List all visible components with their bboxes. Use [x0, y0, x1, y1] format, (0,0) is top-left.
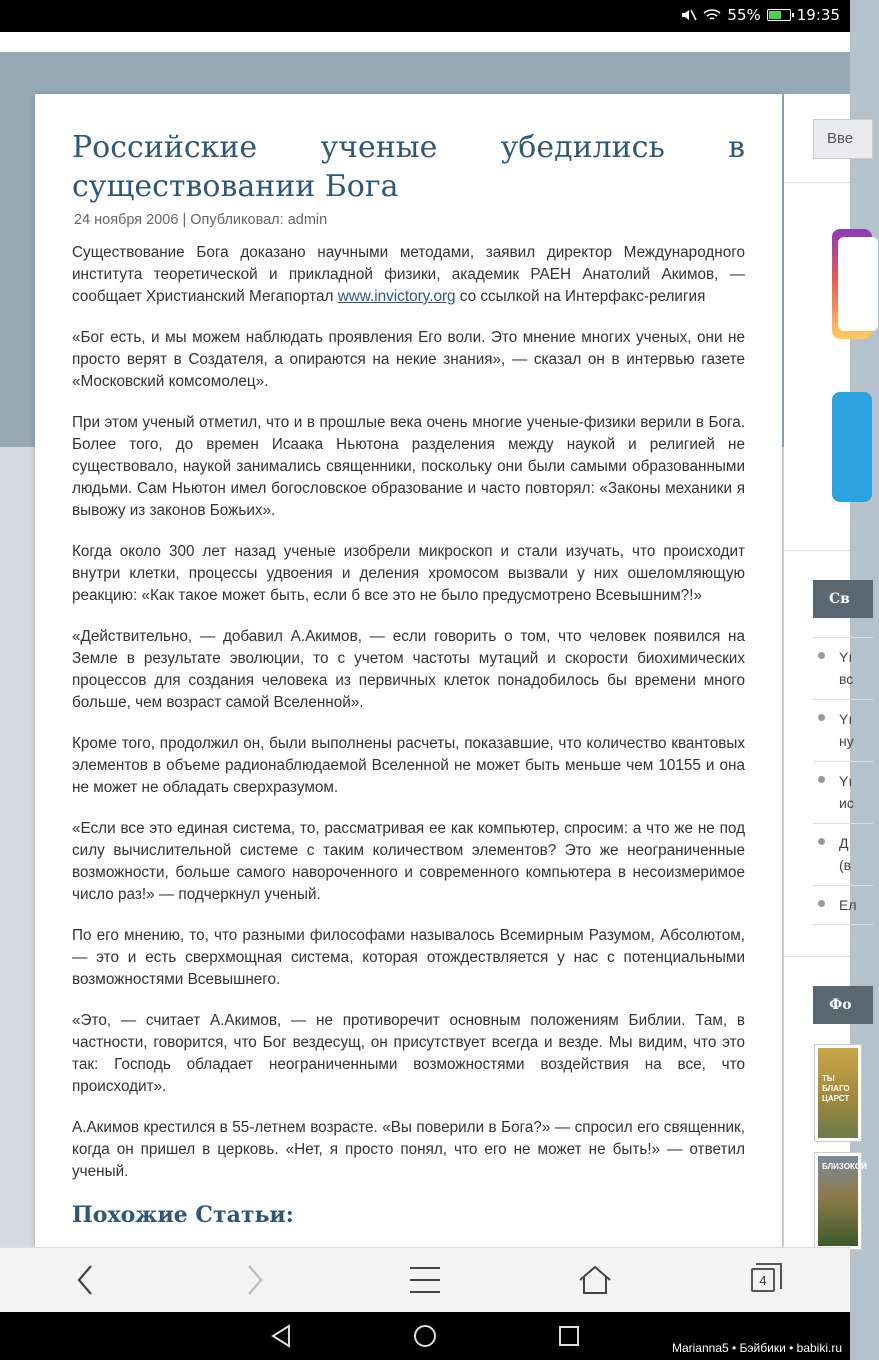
bullet-icon — [818, 652, 825, 659]
item-text: вс — [839, 671, 854, 687]
bullet-icon — [818, 900, 825, 907]
wifi-icon — [703, 8, 721, 22]
status-bar — [0, 0, 850, 32]
article-paragraph: Кроме того, продолжил он, были выполнены расчеты, показавшие, что количество квантовых элементов в объеме радионаблюдаемой Вселенной не может быть меньше чем 10155 и она не может не обладать сверхразумом. — [72, 735, 745, 796]
tabs-button[interactable] — [738, 1258, 788, 1302]
bullet-icon — [818, 776, 825, 783]
article-meta: 24 ноября 2006 | Опубликовал: admin — [74, 212, 328, 228]
article-paragraph: «Это, — считает А.Акимов, — не противоречит основным положениям Библии. Там, в частности, говорится, что Бог вездесущ, он присутствует всегда и везде. Мы видим, что это так: Господь обладает неограниченными возможностями воздействия на все, что происходит». — [72, 1012, 745, 1095]
chevron-left-icon — [75, 1264, 95, 1296]
sidebar-heading-photos: Фо — [813, 986, 873, 1024]
item-text: (в — [839, 857, 852, 873]
search-input[interactable]: Вве — [813, 119, 873, 159]
site-nav-strip — [0, 32, 850, 52]
invictory-link[interactable]: www.invictory.org — [337, 288, 456, 305]
item-text: Yı — [839, 649, 853, 665]
divider — [813, 637, 873, 638]
related-articles-heading: Похожие Статьи: — [72, 1202, 294, 1228]
clock: 19:35 — [796, 6, 840, 24]
article-paragraph: «Действительно, — добавил А.Акимов, — если говорить о том, что человек появился на Земле в результате эволюции, то с учетом частоты мутаций и скорости биохимических процессов для создания человека из первичных клеток понадобилось бы времени много больше, чем возраст самой Вселенной». — [72, 628, 745, 711]
back-button[interactable] — [60, 1258, 110, 1302]
forward-button[interactable] — [230, 1258, 280, 1302]
battery-percent: 55% — [727, 6, 761, 24]
divider — [813, 823, 873, 824]
sidebar — [784, 94, 867, 1247]
article-paragraph: Когда около 300 лет назад ученые изобрели микроскоп и стали изучать, что происходит внутри клетки, процессы удвоения и деления хромосом вызвали у них ошеломляющую реакцию: «Как такое может быть, если б все это не было предусмотрено Всевышним?!» — [72, 543, 745, 604]
divider — [784, 182, 850, 183]
article-paragraph: «Если все это единая система, то, рассматривая ее как компьютер, спросим: а что же не под силу вычислительной системе с таким количеством элементов? Это же неограниченные возможности, больше самого навороченного и современного компьютера в несоизмеримое число раз!» — подчеркнул ученый. — [72, 820, 745, 903]
hamburger-icon — [409, 1265, 441, 1295]
sidebar-heading-recent: Св — [813, 580, 873, 618]
telegram-icon[interactable] — [832, 392, 872, 502]
article-paragraph: При этом ученый отметил, что и в прошлые века очень многие ученые-физики верили в Бога. Более того, до времен Исаака Ньютона разделения между наукой и религией не существовало, наукой занимались священники, поскольку они были самыми образованными людьми. Сам Ньютон имел богословское образование и часто повторял: «Законы механики я вывожу из законов Божьих». — [72, 414, 745, 519]
battery-icon — [767, 9, 791, 21]
chevron-right-icon — [245, 1264, 265, 1296]
item-text: Д — [839, 835, 849, 851]
photo-thumbnail[interactable] — [814, 1044, 862, 1142]
mute-icon — [679, 8, 697, 22]
divider — [813, 699, 873, 700]
item-text: ис — [839, 795, 854, 811]
divider — [813, 885, 873, 886]
sidebar-list-item[interactable] — [813, 894, 873, 916]
watermark: Marianna5 • Бэйбики • babiki.ru — [664, 1338, 850, 1360]
sidebar-list-item[interactable] — [813, 832, 873, 876]
home-button[interactable] — [570, 1258, 620, 1302]
article-card — [35, 94, 782, 1247]
divider — [784, 956, 850, 957]
tabs-count: 4 — [751, 1268, 775, 1292]
circle-home-icon — [413, 1324, 437, 1348]
photo-caption: БЛИЗОКОЙ — [822, 1162, 867, 1171]
sidebar-list-item[interactable] — [813, 770, 873, 814]
bullet-icon — [818, 714, 825, 721]
article-paragraph: «Бог есть, и мы можем наблюдать проявления Его воли. Это мнение многих ученых, они не просто верят в Создателя, а опираются на некие знания», — сказал он в интервью газете «Московский комсомолец». — [72, 329, 745, 390]
photo-caption: ТЫ БЛАГО ЦАРСТ — [822, 1074, 850, 1103]
item-text: Yı — [839, 773, 853, 789]
photo-thumbnail[interactable] — [814, 1152, 867, 1250]
article-title: Российские ученые убедились в существовании Бога — [72, 130, 745, 204]
menu-button[interactable] — [400, 1258, 450, 1302]
home-icon — [578, 1265, 612, 1295]
instagram-icon[interactable] — [832, 229, 872, 339]
triangle-back-icon — [270, 1324, 292, 1348]
article-paragraph: А.Акимов крестился в 55-летнем возрасте. «Вы поверили в Бога?» — спросил его священник, когда он пришел в церковь. «Нет, я просто понял, что его не может не быть!» — ответил ученый. — [72, 1119, 745, 1180]
divider — [813, 924, 873, 925]
paragraph-text: со ссылкой на Интерфакс-религия — [455, 288, 706, 305]
sidebar-list-item[interactable] — [813, 646, 873, 690]
divider — [813, 761, 873, 762]
bullet-icon — [818, 838, 825, 845]
item-text: Yı — [839, 711, 853, 727]
article-paragraph — [72, 242, 745, 308]
item-text: ну — [839, 733, 854, 749]
system-recents-button[interactable] — [557, 1324, 581, 1348]
item-text: Ел — [839, 897, 857, 913]
browser-toolbar — [0, 1247, 850, 1312]
paragraph-text: Существование Бога доказано научными методами, заявил директор Международного института теоретической и прикладной физики, академик РАЕН Анатолий Акимов, — сообщает Христианский Мегапортал — [72, 244, 745, 305]
divider — [784, 550, 850, 551]
system-back-button[interactable] — [269, 1324, 293, 1348]
sidebar-list-item[interactable] — [813, 708, 873, 752]
system-home-button[interactable] — [413, 1324, 437, 1348]
article-paragraph: По его мнению, то, что разными философами называлось Всемирным Разумом, Абсолютом, — это и есть сверхмощная система, которая отождествляется у нас с потенциальными возможностями Всевышнего. — [72, 927, 745, 988]
square-recents-icon — [558, 1325, 580, 1347]
